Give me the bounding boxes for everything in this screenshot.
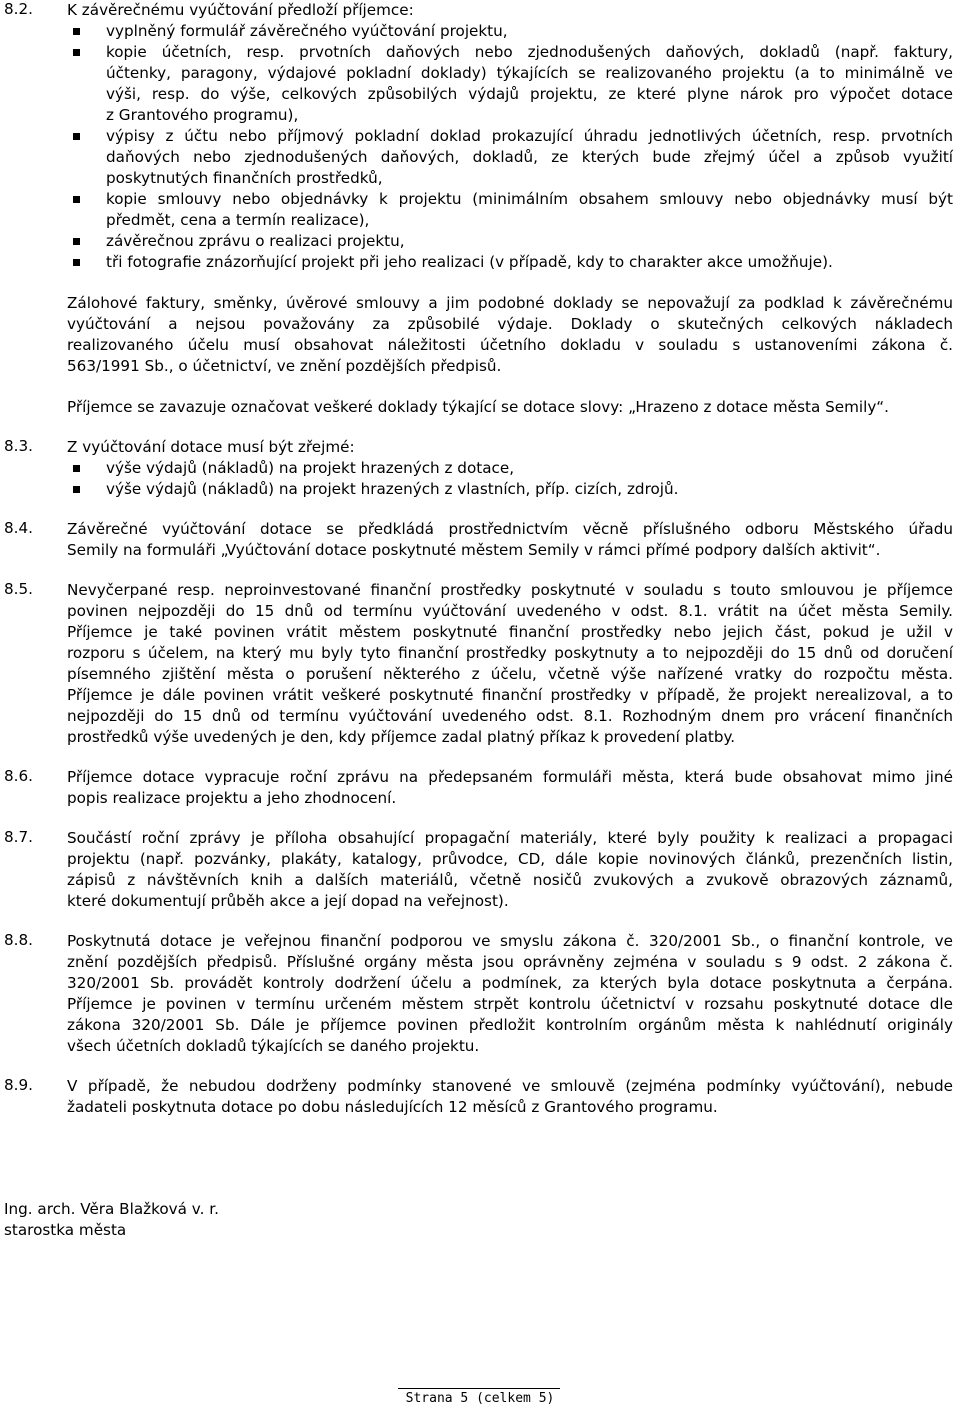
section-number: 8.8. xyxy=(4,931,33,949)
text-line: znění pozdějších předpisů. Příslušné orgány města jsou oprávněny zejména v souladu s 9 odst. 2 zákona č. xyxy=(67,953,953,971)
list-item xyxy=(67,126,953,189)
text-line: výše výdajů (nákladů) na projekt hrazených z vlastních, příp. cizích, zdrojů. xyxy=(106,480,679,498)
text-line: 320/2001 Sb. provádět kontroly dodržení účelu a podmínek, za kterých byla dotace poskytnuta a čerpána. xyxy=(67,974,953,992)
text-line: Příjemce dotace vypracuje roční zprávu na předepsaném formuláři města, která bude obsahovat mimo jiné xyxy=(67,768,953,786)
text-line: výpisy z účtu nebo příjmový pokladní doklad prokazující úhradu jednotlivých účetních, resp. prvotních xyxy=(106,127,953,145)
spacer xyxy=(0,273,960,293)
section-number: 8.6. xyxy=(4,767,33,785)
section-number: 8.2. xyxy=(4,0,33,18)
spacer xyxy=(0,500,960,519)
text-line: Poskytnutá dotace je veřejnou finanční podporou ve smyslu zákona č. 320/2001 Sb., o finanční kontrole, ve xyxy=(67,932,953,950)
text-line: Součástí roční zprávy je příloha obsahující propagační materiály, které byly použity k realizaci a propagaci xyxy=(67,829,953,847)
text-line: Příjemce je také povinen vrátit městem poskytnuté finanční prostředky nebo jejich část, pokud je užil v xyxy=(67,623,953,641)
list-item xyxy=(67,21,953,42)
text-line: Příjemce je dále povinen vrátit veškeré poskytnuté finanční prostředky v případě, že projekt nerealizoval, a to xyxy=(67,686,953,704)
section-8-3 xyxy=(0,437,960,500)
text-line: poskytnutých finančních prostředků, xyxy=(106,169,383,187)
spacer xyxy=(0,748,960,767)
text-line: rozporu s účelem, na který mu byly tyto finanční prostředky poskytnuty a to nejpozději do 15 dnů od doručení xyxy=(67,644,953,662)
text-line: z Grantového programu), xyxy=(106,106,299,124)
section-intro: Z vyúčtování dotace musí být zřejmé: xyxy=(67,438,355,456)
text-line: povinen nejpozději do 15 dnů od termínu vyúčtování uvedeného v odst. 8.1. vrátit na účet města Semily. xyxy=(67,602,953,620)
section-8-7 xyxy=(0,828,960,912)
text-line: prostředků výše uvedených je den, kdy příjemce zadal platný příkaz k provedení platby. xyxy=(67,728,736,746)
section-8-9 xyxy=(0,1076,960,1118)
section-number: 8.3. xyxy=(4,437,33,455)
section-8-2 xyxy=(0,0,960,273)
footer-divider xyxy=(398,1388,560,1389)
section-8-4 xyxy=(0,519,960,561)
text-line: žadateli poskytnuta dotace po dobu následujících 12 měsíců z Grantového programu. xyxy=(67,1098,718,1116)
text-line: zákona 320/2001 Sb. Dále je příjemce povinen předložit kontrolním orgánům města k nahlédnutí originály xyxy=(67,1016,953,1034)
text-line: Semily na formuláři „Vyúčtování dotace poskytnuté městem Semily v rámci přímé podpory dalších aktivit“. xyxy=(67,541,881,559)
text-line: popis realizace projektu a jeho zhodnocení. xyxy=(67,789,397,807)
section-number: 8.4. xyxy=(4,519,33,537)
text-line: účtenky, paragony, výdajové pokladní doklady) týkajících se realizovaného projektu (a to minimálně ve xyxy=(106,64,953,82)
bullet-icon xyxy=(73,196,80,203)
text-line: daňových nebo zjednodušených daňových, dokladů, ze kterých bude zřejmý účel a způsob využití xyxy=(106,148,953,166)
text-line: předmět, cena a termín realizace), xyxy=(106,211,370,229)
text-line: tři fotografie znázorňující projekt při jeho realizaci (v případě, kdy to charakter akce umožňuje). xyxy=(106,253,833,271)
list-item xyxy=(67,189,953,231)
spacer xyxy=(0,561,960,580)
text-line: výše výdajů (nákladů) na projekt hrazených z dotace, xyxy=(106,459,515,477)
text-line: Nevyčerpané resp. neproinvestované finanční prostředky poskytnuté v souladu s touto smlouvou je příjemce xyxy=(67,581,953,599)
text-line: Příjemce se zavazuje označovat veškeré doklady týkající se dotace slovy: „Hrazeno z dotace města Semily“. xyxy=(67,398,889,416)
bullet-icon xyxy=(73,259,80,266)
text-line: výši, resp. do výše, celkových způsobilých výdajů projektu, ze které plyne nárok pro výpočet dotace xyxy=(106,85,953,103)
text-line: zápisů z návštěvních knih a dalších materiálů, včetně nosičů zvukových a zvukově obrazových záznamů, xyxy=(67,871,953,889)
spacer xyxy=(0,377,960,397)
document-list xyxy=(67,21,953,273)
signature-name: Ing. arch. Věra Blažková v. r. xyxy=(4,1200,219,1218)
section-number: 8.5. xyxy=(4,580,33,598)
text-line: kopie účetních, resp. prvotních daňových nebo zjednodušených daňových, dokladů (např. faktury, xyxy=(106,43,953,61)
bullet-icon xyxy=(73,486,80,493)
paragraph xyxy=(0,397,960,418)
text-line: 563/1991 Sb., o účetnictví, ve znění pozdějších předpisů. xyxy=(67,357,502,375)
bullet-icon xyxy=(73,49,80,56)
page-footer: Strana 5 (celkem 5) xyxy=(405,1391,555,1406)
text-line: V případě, že nebudou dodrženy podmínky stanovené ve smlouvě (zejména podmínky vyúčtování), nebude xyxy=(67,1077,953,1095)
paragraph xyxy=(0,293,960,377)
text-line: vyplněný formulář závěrečného vyúčtování projektu, xyxy=(106,22,508,40)
signature-title: starostka města xyxy=(4,1221,127,1239)
text-line: kopie smlouvy nebo objednávky k projektu (minimálním obsahem smlouvy nebo objednávky musí být xyxy=(106,190,953,208)
section-intro: K závěrečnému vyúčtování předloží příjemce: xyxy=(67,1,414,19)
spacer xyxy=(0,418,960,437)
bullet-icon xyxy=(73,28,80,35)
text-line: realizovaného účelu musí obsahovat náležitosti účetního dokladu v souladu s ustanoveními zákona č. xyxy=(67,336,953,354)
text-line: Závěrečné vyúčtování dotace se předkládá prostřednictvím věcně příslušného odboru Městského úřadu xyxy=(67,520,953,538)
text-line: které dokumentují průběh akce a její dopad na veřejnost). xyxy=(67,892,509,910)
list-item xyxy=(67,42,953,126)
spacer xyxy=(0,912,960,931)
text-line: Zálohové faktury, směnky, úvěrové smlouvy a jim podobné doklady se nepovažují za podklad k závěrečnému xyxy=(67,294,953,312)
section-number: 8.7. xyxy=(4,828,33,846)
text-line: projektu (např. pozvánky, plakáty, katalogy, průvodce, CD, dále kopie novinových článků, prezenčních listin, xyxy=(67,850,953,868)
section-8-8 xyxy=(0,931,960,1057)
text-line: vyúčtování a nejsou považovány za způsobilé výdaje. Doklady o skutečných celkových nákladech xyxy=(67,315,953,333)
list-item xyxy=(67,252,953,273)
text-line: písemného zjištění města o porušení některého z účelu, včetně výše nařízené vratky do rozpočtu města. xyxy=(67,665,953,683)
list-item xyxy=(67,458,953,479)
text-line: všech účetních dokladů týkajících se daného projektu. xyxy=(67,1037,480,1055)
list-item xyxy=(67,479,953,500)
section-8-5 xyxy=(0,580,960,748)
text-line: závěrečnou zprávu o realizaci projektu, xyxy=(106,232,405,250)
spacer xyxy=(0,1057,960,1076)
section-8-6 xyxy=(0,767,960,809)
section-number: 8.9. xyxy=(4,1076,33,1094)
list-item xyxy=(67,231,953,252)
bullet-icon xyxy=(73,465,80,472)
bullet-icon xyxy=(73,133,80,140)
bullet-icon xyxy=(73,238,80,245)
signature-block xyxy=(4,1199,219,1241)
text-line: Příjemce je povinen v termínu určeném městem strpět kontrolu účetnictví v rozsahu poskytnuté dotace dle xyxy=(67,995,953,1013)
text-line: nejpozději do 15 dnů od termínu vyúčtování uvedeného odst. 8.1. Rozhodným dnem pro vrácení finančních xyxy=(67,707,953,725)
spacer xyxy=(0,809,960,828)
